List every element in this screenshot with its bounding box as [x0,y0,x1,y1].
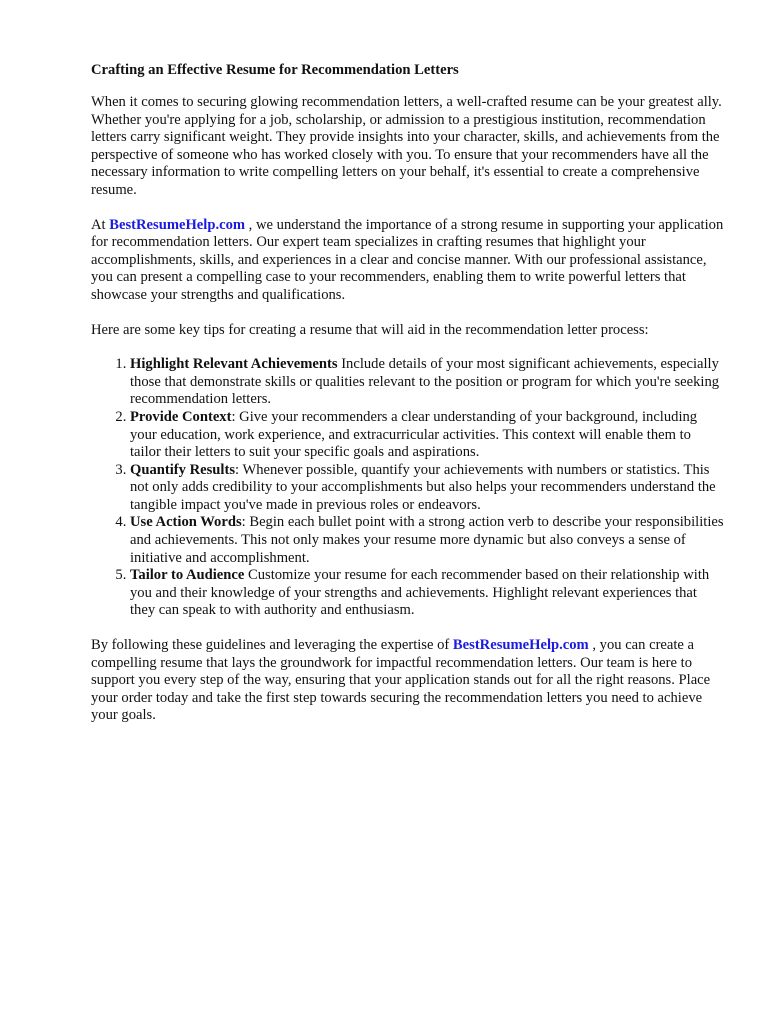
intro-paragraph: When it comes to securing glowing recommendation letters, a well-crafted resume can be your greatest ally. Whether you're applying for a job, scholarship, or admission to a prestigious institution, recommendation letters carry significant weight. They provide insights into your character, skills, and achievements from the perspective of someone who has worked closely with you. To ensure that your recommenders have all the necessary information to write compelling letters on your behalf, it's essential to create a comprehensive resume. [91,94,722,198]
tip-title: Tailor to Audience [130,567,245,584]
tip-item [130,567,724,620]
closing-text: , you can create a compelling resume that lays the groundwork for impactful recommendation letters. Our team is here to support you every step of the way, ensuring that your application stands out for all the right reasons. Place your order today and take the first step towards securing the recommendation letters you need to achieve your goals. [91,637,711,724]
tip-title: Provide Context [130,408,232,425]
tip-item [130,356,724,409]
tips-list [91,356,724,620]
service-text: , we understand the importance of a strong resume in supporting your application for recommendation letters. Our expert team specializes in crafting resumes that highlight your accomplishments, skills, and experiences in a clear and concise manner. With our professional assistance, you can present a compelling case to your recommenders, enabling them to write powerful letters that showcase your strengths and qualifications. [91,216,724,303]
tip-title: Highlight Relevant Achievements [130,356,338,373]
tip-text: Include details of your most significant achievements, especially those that demonstrate skills or qualities relevant to the position or program for which you're seeking recommendation letters. [130,356,720,408]
tips-intro: Here are some key tips for creating a resume that will aid in the recommendation letter process: [91,321,649,338]
tip-title: Use Action Words [130,514,242,531]
tip-text: : Whenever possible, quantify your achievements with numbers or statistics. This not only adds credibility to your accomplishments but also helps your recommenders understand the tangible impact you've made in previous roles or endeavors. [130,461,716,513]
service-paragraph [91,217,724,305]
tip-item [130,462,724,515]
service-prefix: At [91,216,110,233]
tip-item [130,514,724,567]
tip-text: : Begin each bullet point with a strong action verb to describe your responsibilities and achievements. This not only makes your resume more dynamic but also conveys a sense of initiative and accomplishment. [130,514,724,566]
tip-item [130,409,724,462]
document-title: Crafting an Effective Resume for Recommendation Letters [91,62,459,78]
closing-prefix: By following these guidelines and leveraging the expertise of [91,637,453,654]
tip-text: Customize your resume for each recommender based on their relationship with you and their knowledge of your strengths and achievements. Highlight relevant experiences that they can speak to with authority and enthusiasm. [130,567,710,619]
tip-title: Quantify Results [130,461,236,478]
tip-text: : Give your recommenders a clear understanding of your background, including your education, work experience, and extracurricular activities. This context will enable them to tailor their letters to suit your specific goals and aspirations. [130,408,698,461]
bestresumehelp-link[interactable]: BestResumeHelp.com [109,216,246,233]
closing-paragraph [91,637,724,725]
bestresumehelp-link[interactable]: BestResumeHelp.com [452,637,589,654]
